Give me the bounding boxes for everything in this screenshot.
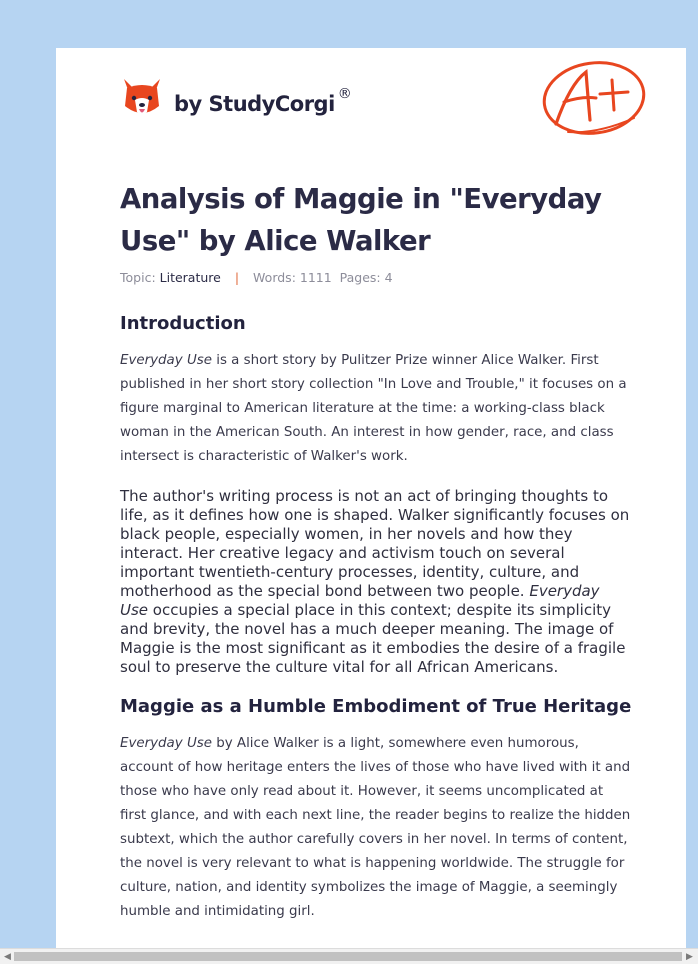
page-count: Pages: 4	[339, 270, 393, 285]
word-count: Words: 1111	[253, 270, 332, 285]
topic-label: Topic:	[120, 270, 156, 285]
intro-paragraph-1: Everyday Use is a short story by Pulitzer Prize winner Alice Walker. First published in her short story collection "In Love and Trouble," it focuses on a figure marginal to American literature at the time: a working-class black woman in the American South. An interest in how gender, race, and class intersect is characteristic of Walker's work.	[120, 353, 627, 464]
article-meta	[120, 270, 393, 285]
topic-link[interactable]: Literature	[159, 270, 221, 285]
page-title: Analysis of Maggie in "Everyday Use" by Alice Walker	[120, 183, 602, 257]
scroll-right-icon[interactable]: ▶	[686, 952, 693, 962]
corgi-icon	[121, 76, 163, 122]
document-page	[56, 48, 686, 948]
studycorgi-logo[interactable]	[121, 76, 351, 122]
section-heading-maggie: Maggie as a Humble Embodiment of True Heritage	[120, 696, 632, 717]
intro-paragraph-2: The author's writing process is not an act of bringing thoughts to life, as it defines how one is shaped. Walker significantly focuses on black people, especially women, in her novels and how they interact. Her creative legacy and activism touch on several important twentieth-century processes, identity, culture, and motherhood as the special bond between two people. Everyday Use occupies a special place in this context; despite its simplicity and brevity, the novel has a much deeper meaning. The image of Maggie is the most significant as it embodies the desire of a fragile soul to preserve the culture vital for all African Americans.	[120, 487, 630, 676]
horizontal-scrollbar[interactable]	[0, 948, 698, 964]
maggie-paragraph-1: Everyday Use by Alice Walker is a light, somewhere even humorous, account of how heritage enters the lives of those who have lived with it and those who have only read about it. However, it seems uncomplicated at first glance, and with each next line, the reader begins to realize the hidden subtext, which the author carefully covers in her novel. In terms of content, the novel is very relevant to what is happening worldwide. The struggle for culture, nation, and identity symbolizes the image of Maggie, a seemingly humble and intimidating girl.	[120, 736, 631, 919]
a-plus-grade-icon	[538, 58, 648, 140]
meta-separator: |	[234, 270, 240, 285]
section-heading-introduction: Introduction	[120, 313, 246, 334]
brand-name: by StudyCorgi ®	[174, 86, 352, 116]
scroll-left-icon[interactable]: ◀	[4, 952, 11, 962]
scrollbar-thumb[interactable]	[14, 952, 682, 961]
